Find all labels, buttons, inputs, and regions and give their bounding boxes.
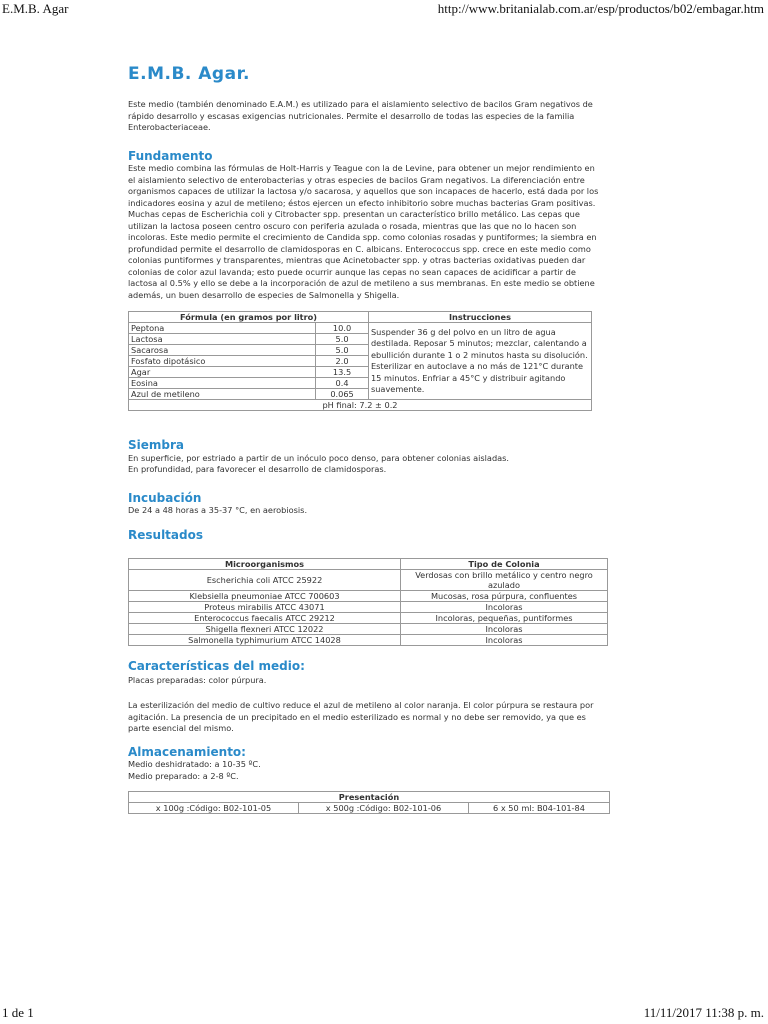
table-row bbox=[129, 570, 608, 591]
instructions-text: Suspender 36 g del polvo en un litro de agua destilada. Reposar 5 minutos; mezclar, calentando a ebullición durante 1 o 2 minutos hasta su disolución. Esterilizar en autoclave a no más de 121°C durante 15 minutos. Enfriar a 45°C y distribuir agitando suavemente. bbox=[368, 323, 591, 400]
table-row bbox=[129, 602, 608, 613]
presentacion-item: 6 x 50 ml: B04-101-84 bbox=[469, 803, 610, 814]
ph-final: pH final: 7.2 ± 0.2 bbox=[129, 400, 592, 411]
ingredient-value: 0.4 bbox=[316, 378, 369, 389]
print-header-title: E.M.B. Agar bbox=[2, 1, 69, 16]
siembra-line-2: En profundidad, para favorecer el desarrollo de clamidosporas. bbox=[128, 464, 387, 474]
ingredient-value: 5.0 bbox=[316, 334, 369, 345]
ingredient-value: 10.0 bbox=[316, 323, 369, 334]
section-resultados-heading: Resultados bbox=[128, 528, 203, 542]
instructions-header: Instrucciones bbox=[368, 312, 591, 323]
colonia-type: Verdosas con brillo metálico y centro negro azulado bbox=[401, 570, 608, 591]
ingredient-value: 0.065 bbox=[316, 389, 369, 400]
table-row bbox=[129, 613, 608, 624]
ingredient-value: 5.0 bbox=[316, 345, 369, 356]
colonia-type: Incoloras bbox=[401, 602, 608, 613]
print-header-url: http://www.britanialab.com.ar/esp/productos/b02/embagar.htm bbox=[437, 1, 764, 16]
almacenamiento-line-1: Medio deshidratado: a 10-35 ºC. bbox=[128, 759, 261, 769]
print-footer-datetime: 11/11/2017 11:38 p. m. bbox=[643, 1005, 764, 1020]
ingredient-name: Agar bbox=[129, 367, 316, 378]
section-caracteristicas-heading: Características del medio: bbox=[128, 659, 305, 673]
caracteristicas-line-1: Placas preparadas: color púrpura. bbox=[128, 675, 267, 685]
print-footer-page: 1 de 1 bbox=[2, 1005, 34, 1020]
table-row bbox=[129, 624, 608, 635]
micro-name: Proteus mirabilis ATCC 43071 bbox=[129, 602, 401, 613]
formula-table bbox=[128, 311, 592, 411]
colonia-type: Incoloras bbox=[401, 624, 608, 635]
table-row bbox=[129, 635, 608, 646]
colonia-type: Mucosas, rosa púrpura, confluentes bbox=[401, 591, 608, 602]
presentacion-item: x 100g :Código: B02-101-05 bbox=[129, 803, 299, 814]
presentacion-table bbox=[128, 791, 610, 814]
micro-name: Klebsiella pneumoniae ATCC 700603 bbox=[129, 591, 401, 602]
ingredient-name: Azul de metileno bbox=[129, 389, 316, 400]
colonia-type: Incoloras, pequeñas, puntiformes bbox=[401, 613, 608, 624]
colonia-header: Tipo de Colonia bbox=[401, 559, 608, 570]
almacenamiento-line-2: Medio preparado: a 2-8 ºC. bbox=[128, 771, 239, 781]
section-siembra-heading: Siembra bbox=[128, 438, 185, 452]
ingredient-value: 13.5 bbox=[316, 367, 369, 378]
resultados-table bbox=[128, 558, 608, 646]
presentacion-item: x 500g :Código: B02-101-06 bbox=[299, 803, 469, 814]
ingredient-value: 2.0 bbox=[316, 356, 369, 367]
intro-paragraph: Este medio (también denominado E.A.M.) es utilizado para el aislamiento selectivo de bacilos Gram negativos de rápido desarrollo y escasas exigencias nutricionales. Permite el desarrollo de todas las especies de la familia Enterobacteriaceae. bbox=[128, 99, 593, 132]
ingredient-name: Fosfato dipotásico bbox=[129, 356, 316, 367]
micro-name: Escherichia coli ATCC 25922 bbox=[129, 570, 401, 591]
micro-name: Salmonella typhimurium ATCC 14028 bbox=[129, 635, 401, 646]
table-row bbox=[129, 591, 608, 602]
section-incubacion-heading: Incubación bbox=[128, 491, 202, 505]
micro-header: Microorganismos bbox=[129, 559, 401, 570]
siembra-line-1: En superficie, por estriado a partir de un inóculo poco denso, para obtener colonias aisladas. bbox=[128, 453, 510, 463]
section-fundamento-heading: Fundamento bbox=[128, 149, 213, 163]
incubacion-text: De 24 a 48 horas a 35-37 °C, en aerobiosis. bbox=[128, 505, 308, 515]
page-title: E.M.B. Agar. bbox=[128, 64, 250, 84]
colonia-type: Incoloras bbox=[401, 635, 608, 646]
presentacion-header: Presentación bbox=[129, 792, 610, 803]
formula-header: Fórmula (en gramos por litro) bbox=[129, 312, 369, 323]
section-almacenamiento-heading: Almacenamiento: bbox=[128, 745, 246, 759]
ingredient-name: Sacarosa bbox=[129, 345, 316, 356]
ingredient-name: Peptona bbox=[129, 323, 316, 334]
fundamento-paragraph: Este medio combina las fórmulas de Holt-Harris y Teague con la de Levine, para obtener un mejor rendimiento en el aislamiento selectivo de enterobacterias y otras especies de bacilos Gram negativos. La diferenciación entre organismos capaces de utilizar la lactosa y/o sacarosa, y aquellos que son incapaces de hacerlo, está dada por los indicadores eosina y azul de metileno; éstos ejercen un efecto inhibitorio sobre muchas bacterias Gram positivas. Muchas cepas de Escherichia coli y Citrobacter spp. presentan un característico brillo metálico. Las cepas que utilizan la lactosa poseen centro oscuro con periferia azulada o rosada, mientras que las que no lo hacen son incoloras. Este medio permite el crecimiento de Candida spp. como colonias rosadas y puntiformes; la siembra en profundidad permite el desarrollo de clamidosporas en C. albicans. Enterococcus spp. crece en este medio como colonias puntiformes y transparentes, mientras que Acinetobacter spp. y otras bacterias oxidativas pueden dar colonias de color azul lavanda; esto puede ocurrir aunque las cepas no sean capaces de acidificar a partir de lactosa al 0.5% y ello se debe a la incorporación de azul de metileno a sus membranas. En este medio se obtiene además, un buen desarrollo de especies de Salmonella y Shigella. bbox=[128, 163, 599, 300]
ingredient-name: Lactosa bbox=[129, 334, 316, 345]
caracteristicas-paragraph: La esterilización del medio de cultivo reduce el azul de metileno al color naranja. El color púrpura se restaura por agitación. La presencia de un precipitado en el medio esterilizado es normal y no debe ser removido, ya que es parte esencial del mismo. bbox=[128, 700, 594, 733]
micro-name: Enterococcus faecalis ATCC 29212 bbox=[129, 613, 401, 624]
ingredient-name: Eosina bbox=[129, 378, 316, 389]
micro-name: Shigella flexneri ATCC 12022 bbox=[129, 624, 401, 635]
